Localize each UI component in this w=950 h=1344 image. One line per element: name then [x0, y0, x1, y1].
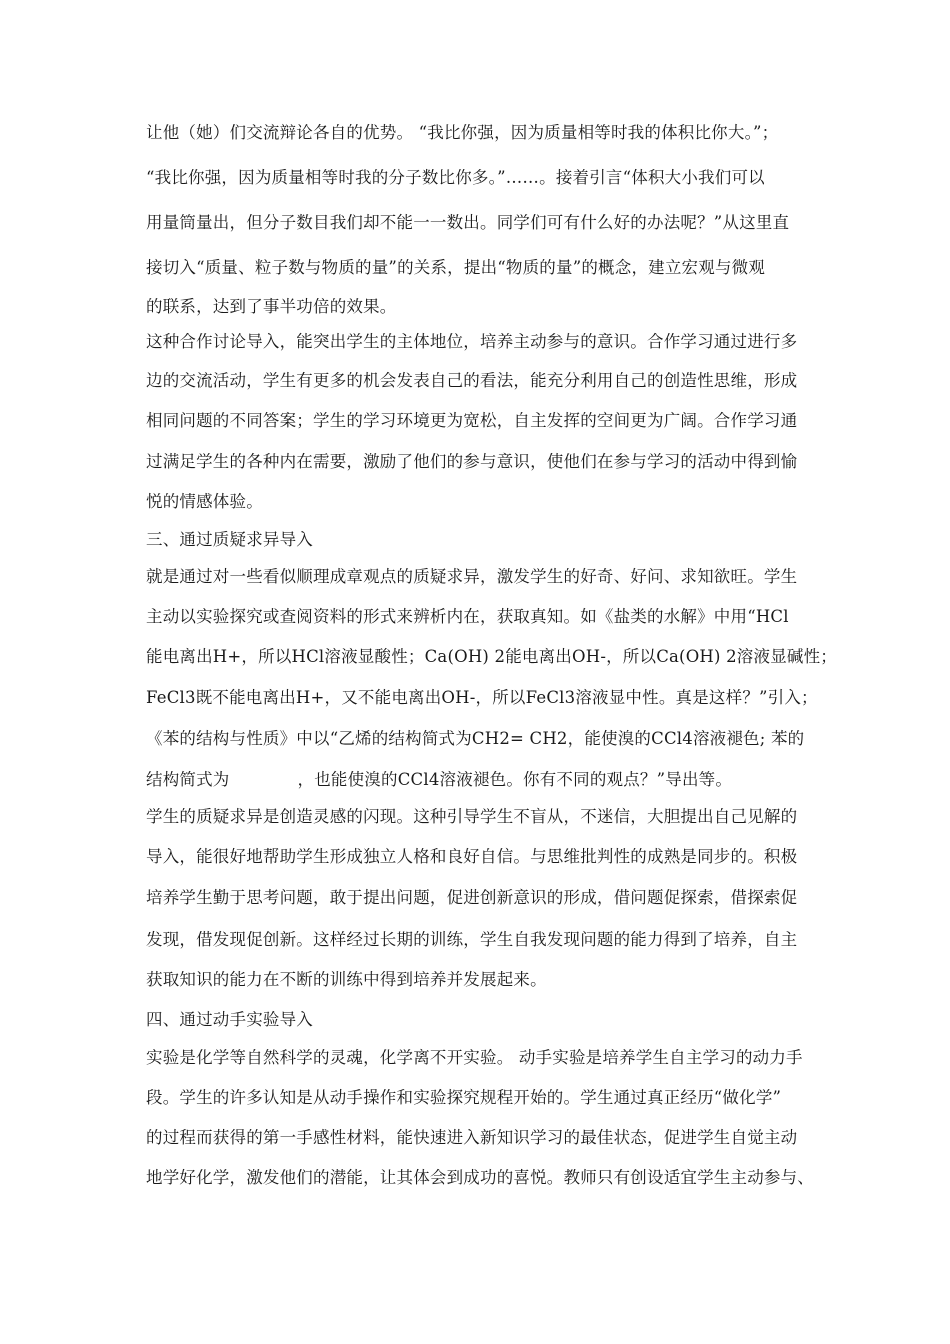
text-line: “我比你强，因为质量相等时我的分子数比你多。”……。接着引言“体积大小我们可以	[146, 168, 765, 187]
text-line: 导入，能很好地帮助学生形成独立人格和良好自信。与思维批判性的成熟是同步的。积极	[146, 847, 798, 866]
text-line: 获取知识的能力在不断的训练中得到培养并发展起来。	[146, 970, 547, 989]
text-line: 就是通过对一些看似顺理成章观点的质疑求异，激发学生的好奇、好问、求知欲旺。学生	[146, 567, 798, 586]
text-line: 《苯的结构与性质》中以“乙烯的结构简式为CH2= CH2，能使溴的CCl4溶液褪色; 苯的	[146, 729, 805, 748]
text-segment: ，也能使溴的CCl4溶液褪色。你有不同的观点？”导出等。	[297, 770, 733, 789]
text-line: 接切入“质量、粒子数与物质的量”的关系，提出“物质的量”的概念，建立宏观与微观	[146, 258, 766, 277]
text-line: 用量筒量出，但分子数目我们却不能一一数出。同学们可有什么好的办法呢？”从这里直	[146, 213, 790, 232]
text-line: 段。学生的许多认知是从动手操作和实验探究规程开始的。学生通过真正经历“做化学”	[146, 1088, 782, 1107]
text-line: 过满足学生的各种内在需要，激励了他们的参与意识，使他们在参与学习的活动中得到愉	[146, 452, 798, 471]
text-segment: 结构简式为	[146, 770, 230, 789]
text-line: 地学好化学，激发他们的潜能，让其体会到成功的喜悦。教师只有创设适宜学生主动参与、	[146, 1168, 814, 1187]
text-line	[146, 770, 732, 790]
section-heading: 三、通过质疑求异导入	[146, 530, 313, 549]
text-line: 学生的质疑求异是创造灵感的闪现。这种引导学生不盲从，不迷信，大胆提出自己见解的	[146, 807, 798, 826]
text-line: 的联系，达到了事半功倍的效果。	[146, 297, 397, 316]
text-line: 实验是化学等自然科学的灵魂，化学离不开实验。 动手实验是培养学生自主学习的动力手	[146, 1048, 803, 1067]
text-line: 主动以实验探究或查阅资料的形式来辨析内在，获取真知。如《盐类的水解》中用“HCl	[146, 607, 789, 626]
text-line: 这种合作讨论导入，能突出学生的主体地位，培养主动参与的意识。合作学习通过进行多	[146, 332, 798, 351]
text-line: 培养学生勤于思考问题，敢于提出问题，促进创新意识的形成，借问题促探索，借探索促	[146, 888, 798, 907]
text-line: 相同问题的不同答案；学生的学习环境更为宽松，自主发挥的空间更为广阔。合作学习通	[146, 411, 798, 430]
text-line: FeCl3既不能电离出H+，又不能电离出OH-，所以FeCl3溶液显中性。真是这样？”引入；	[146, 688, 818, 707]
text-line: 悦的情感体验。	[146, 492, 263, 511]
text-line: 能电离出H+，所以HCl溶液显酸性；Ca(OH) 2能电离出OH-，所以Ca(OH) 2溶液显碱性；	[146, 647, 837, 666]
text-line: 让他（她）们交流辩论各自的优势。 “我比你强，因为质量相等时我的体积比你大。”；	[146, 123, 779, 142]
section-heading: 四、通过动手实验导入	[146, 1010, 313, 1029]
text-line: 的过程而获得的第一手感性材料，能快速进入新知识学习的最佳状态，促进学生自觉主动	[146, 1128, 798, 1147]
text-line: 发现，借发现促创新。这样经过长期的训练，学生自我发现问题的能力得到了培养，自主	[146, 930, 798, 949]
text-line: 边的交流活动，学生有更多的机会发表自己的看法，能充分利用自己的创造性思维，形成	[146, 371, 798, 390]
